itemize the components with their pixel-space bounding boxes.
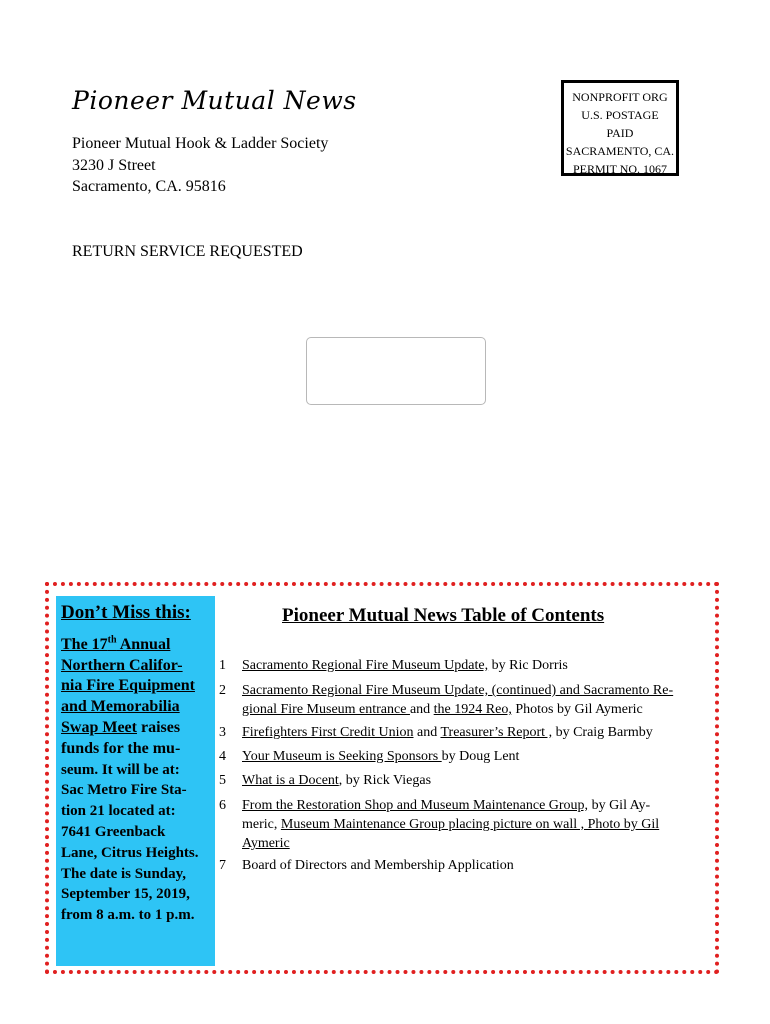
toc-author-text: Photos by Gil Aymeric [511,702,643,717]
toc-author-text: , by Rick Viegas [338,773,432,788]
event-body-line: Sac Metro Fire Sta- [61,782,187,799]
toc-item-line [242,681,673,700]
toc-article-link[interactable]: Museum Maintenance Group placing picture on wall , Photo by Gil [280,817,660,832]
toc-article-link[interactable]: What is a Docent [242,773,339,788]
toc-article-link[interactable]: Your Museum is Seeking Sponsors [242,749,442,764]
toc-author-text: by Gil Ay- [588,798,651,813]
permit-line: SACRAMENTO, CA. [565,144,675,158]
toc-item-line [242,747,519,766]
toc-item-number: 5 [219,773,226,788]
return-service-notice: RETURN SERVICE REQUESTED [72,243,303,260]
event-title-text: Swap Meet [61,718,137,736]
toc-author-text: by Ric Dorris [488,658,568,673]
event-sidebar [56,596,215,966]
toc-author-text: by Doug Lent [441,749,520,764]
sender-address [72,133,328,198]
sender-city: Sacramento, CA. 95816 [72,178,226,195]
permit-line: PERMIT NO. 1067 [572,162,668,176]
toc-plain-text: and [409,702,434,717]
toc-article-link[interactable]: Sacramento Regional Fire Museum Update, (continued) and Sacramento Re- [242,683,674,698]
toc-article-link[interactable]: Firefighters First Credit Union [242,725,414,740]
event-title-line: nia Fire Equipment [61,677,195,695]
event-body-line: seum. It will be at: [61,761,180,778]
sender-street: 3230 J Street [72,156,156,174]
event-title-line: Northern Califor- [61,656,183,674]
toc-item-line [242,700,643,719]
toc-article-link[interactable]: the 1924 Reo, [433,702,512,717]
event-title-superscript: th [107,634,117,646]
event-body-text: raises [136,718,181,736]
toc-plain-text: Board of Directors and Membership Application [242,858,514,873]
toc-article-link[interactable]: From the Restoration Shop and Museum Maintenance Group, [242,798,589,813]
toc-item-number: 1 [219,658,226,673]
toc-item-line [242,723,653,742]
event-title-line: and Memorabilia [61,698,180,716]
permit-line: U.S. POSTAGE [581,108,659,122]
toc-item-number: 2 [219,683,226,698]
event-body-line: from 8 a.m. to 1 p.m. [61,907,195,924]
toc-article-link[interactable]: Sacramento Regional Fire Museum Update, [242,658,489,673]
toc-author-text: by Craig Barmby [552,725,653,740]
toc-article-link[interactable]: gional Fire Museum entrance [242,702,410,717]
toc-title: Pioneer Mutual News Table of Contents [282,605,605,626]
event-body-line: 7641 Greenback [61,823,166,840]
postage-permit-box [561,80,679,176]
event-body-line: September 15, 2019, [61,886,190,903]
sender-name: Pioneer Mutual Hook & Ladder Society [72,135,329,152]
toc-item-line [242,834,290,853]
toc-plain-text: and [413,725,441,740]
event-title-text: The 17 [61,635,108,653]
toc-author-text: meric, [242,817,281,832]
event-title-text: Annual [116,635,171,653]
event-title-line [61,635,211,656]
permit-line: NONPROFIT ORG [572,90,668,104]
toc-item-line [242,796,650,815]
mailing-label-box [306,337,486,405]
permit-line: PAID [606,126,634,140]
toc-item-line [242,815,659,834]
toc-item-line [242,656,568,675]
event-body-line: The date is Sunday, [61,865,187,882]
sidebar-heading: Don’t Miss this: [61,602,191,623]
event-body-line: tion 21 located at: [61,803,176,820]
event-body-line: Lane, Citrus Heights. [61,844,199,861]
toc-article-link[interactable]: Aymeric [242,836,290,851]
newsletter-masthead: Pioneer Mutual News [72,86,357,115]
toc-item-line [242,856,514,875]
toc-item-number: 6 [219,798,226,813]
toc-item-number: 3 [219,725,226,740]
toc-article-link[interactable]: Treasurer’s Report , [440,725,553,740]
toc-item-number: 7 [219,858,226,873]
toc-item-number: 4 [219,749,226,764]
event-body-line: funds for the mu- [61,739,181,757]
event-title-line [61,718,211,739]
toc-item-line [242,771,431,790]
